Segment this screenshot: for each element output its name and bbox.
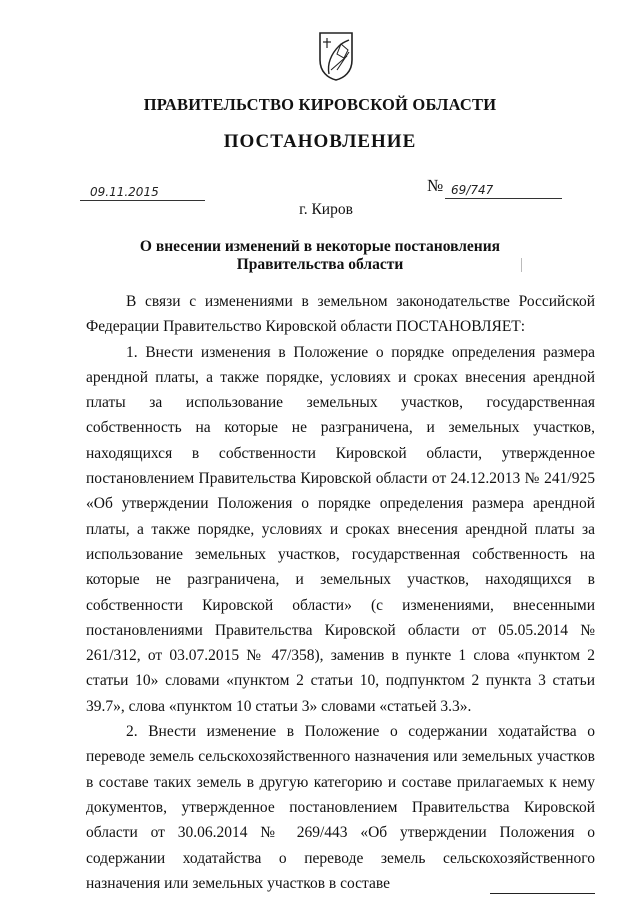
subject-line-1: О внесении изменений в некоторые постановления <box>139 238 501 255</box>
document-type-title: ПОСТАНОВЛЕНИЕ <box>223 131 417 152</box>
item-1-paragraph: 1. Внести изменения в Положение о порядке определения размера арендной платы, а также порядке, условиях и сроках внесения арендной платы за использование земельных участков, государственная собственность на которые не разграничена, и земельных участков, находящихся в собственности Кировской области, утвержденное постановлением Правительства Кировской области от 24.12.2013 № 241/925 «Об утверждении Положения о порядке определения размера арендной платы, а также порядке, условиях и сроках внесения арендной платы за использование земельных участков, государственная собственность на которые не разграничена, и земельных участков, находящихся в собственности Кировской области» (с изменениями, внесенными постановлениями Правительства Кировской области от 05.05.2014 № 261/312, от 03.07.2015 № 47/358), заменив в пункте 1 слова «пунктом 2 статьи 10» словами «пунктом 2 статьи 10, подпунктом 2 пункта 3 статьи 39.7», слова «пунктом 10 статьи 3» словами «статьей 3.3». <box>86 343 595 715</box>
subject-line-2: Правительства области <box>236 256 404 273</box>
kirov-oblast-coat-of-arms-icon <box>317 30 355 82</box>
footer-rule <box>490 893 595 894</box>
document-body <box>86 289 595 896</box>
document-subject <box>0 238 640 274</box>
government-title: ПРАВИТЕЛЬСТВО КИРОВСКОЙ ОБЛАСТИ <box>143 95 497 114</box>
city-label: г. Киров <box>299 201 353 218</box>
document-date: 09.11.2015 <box>80 184 205 201</box>
preamble-paragraph: В связи с изменениями в земельном законодательстве Российской Федерации Правительство Кировской области ПОСТАНОВЛЯЕТ: <box>86 293 595 336</box>
document-number: 69/747 <box>445 182 562 199</box>
number-label: № <box>427 176 444 195</box>
scan-mark <box>521 258 522 272</box>
item-2-paragraph: 2. Внести изменение в Положение о содержании ходатайства о переводе земель сельскохозяйственного назначения или земельных участков в составе таких земель в другую категорию и составе прилагаемых к нему документов, утвержденное постановлением Правительства Кировской области от 30.06.2014 № 269/443 «Об утверждении Положения о содержании ходатайства о переводе земель сельскохозяйственного назначения или земельных участков в составе <box>86 723 595 892</box>
